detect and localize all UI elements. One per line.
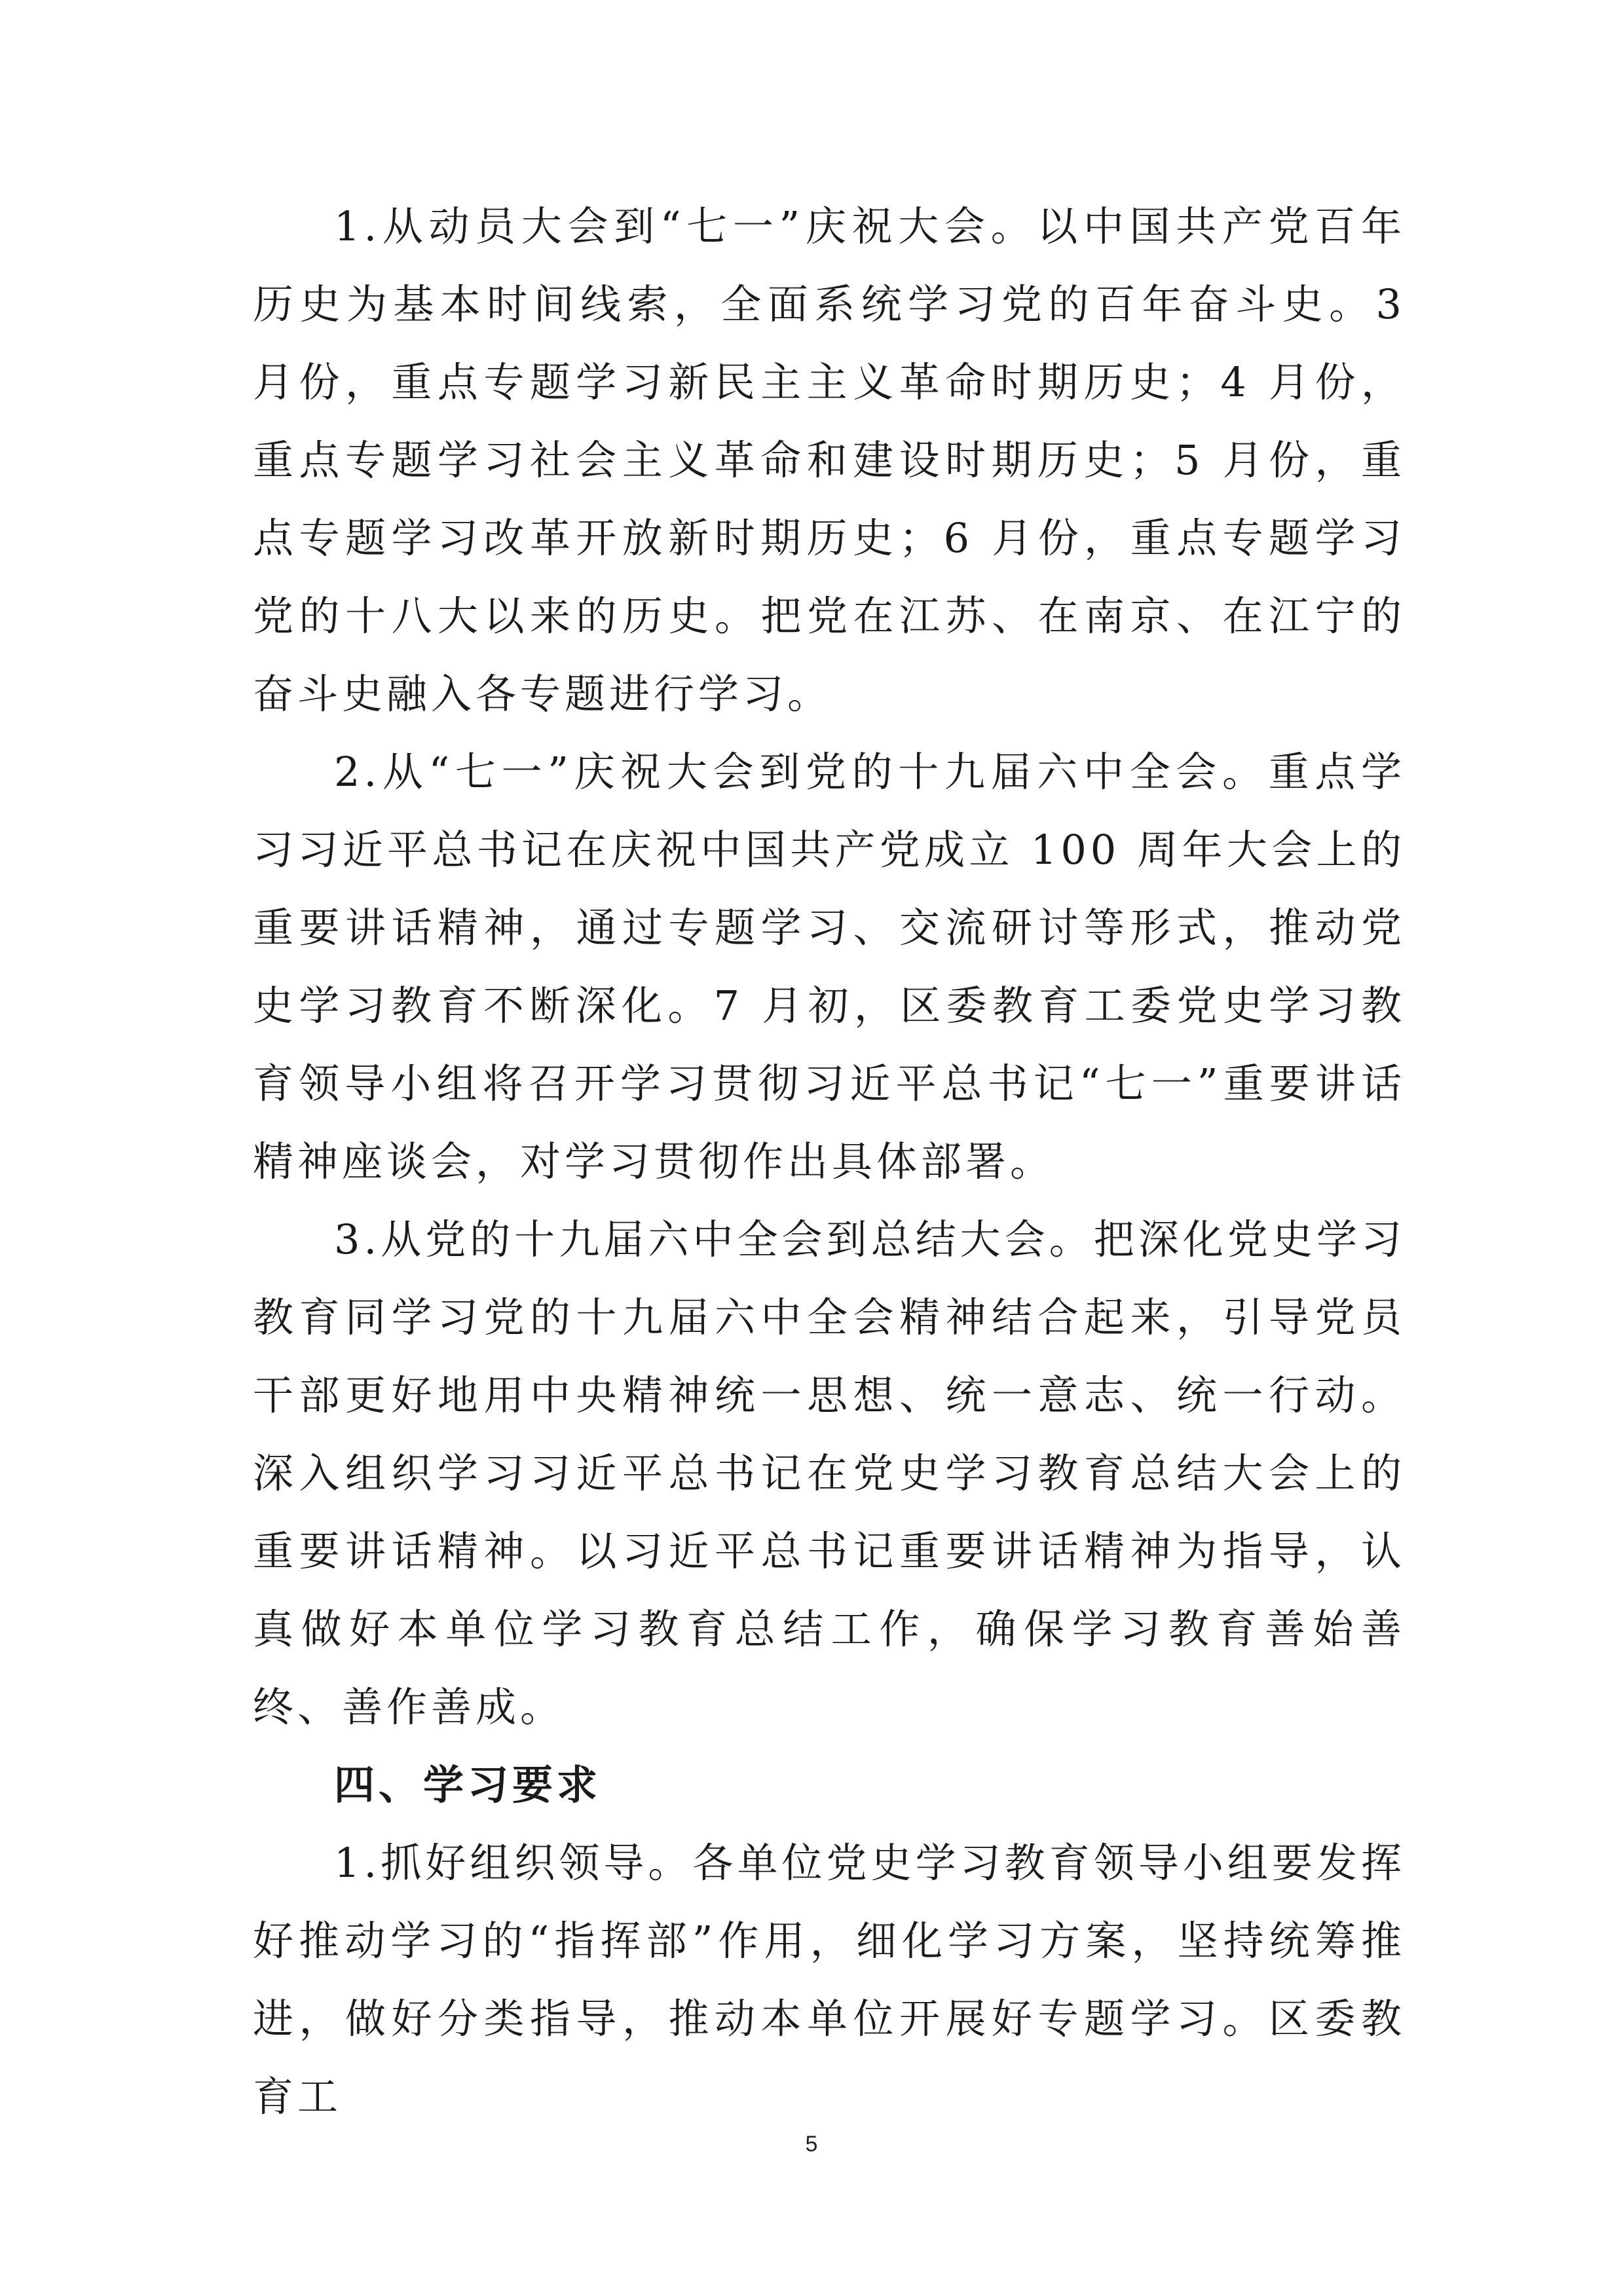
- paragraph-lead: 1.从动员大会到“七一”庆祝大会。: [334, 202, 1037, 250]
- paragraph-stage-3: [253, 1200, 1406, 1746]
- paragraph-text: 各单位党史学习教育领导小组要发挥好推动学习的“指挥部”作用，细化学习方案，坚持统筹推进，做好分类指导，推动本单位开展好专题学习。区委教育工: [253, 1839, 1406, 2120]
- paragraph-text: 以中国共产党百年历史为基本时间线索，全面系统学习党的百年奋斗史。3 月份，重点专题学习新民主主义革命时期历史；4 月份，重点专题学习社会主义革命和建设时期历史；5 月份，重点专题学习改革开放新时期历史；6 月份，重点专题学习党的十八大以来的历史。把党在江苏、在南京、在江宁的奋斗史融入各专题进行学习。: [253, 202, 1406, 718]
- paragraph-stage-1: [253, 187, 1406, 733]
- page-number: 5: [805, 2132, 818, 2157]
- document-body: [253, 187, 1406, 2136]
- paragraph-requirement-1: [253, 1824, 1406, 2136]
- paragraph-lead: 3.从党的十九届六中全会到总结大会。: [334, 1215, 1094, 1263]
- section-heading: 四、学习要求: [334, 1761, 602, 1809]
- paragraph-text: 把深化党史学习教育同学习党的十九届六中全会精神结合起来，引导党员干部更好地用中央精神统一思想、统一意志、统一行动。深入组织学习习近平总书记在党史学习教育总结大会上的重要讲话精神。以习近平总书记重要讲话精神为指导，认真做好本单位学习教育总结工作，确保学习教育善始善终、善作善成。: [253, 1215, 1406, 1731]
- paragraph-lead: 1.抓好组织领导。: [334, 1839, 693, 1887]
- paragraph-stage-2: [253, 733, 1406, 1200]
- paragraph-lead: 2.从“七一”庆祝大会到党的十九届六中全会。: [334, 748, 1269, 796]
- paragraph-text: 重点学习习近平总书记在庆祝中国共产党成立 100 周年大会上的重要讲话精神，通过专题学习、交流研讨等形式，推动党史学习教育不断深化。7 月初，区委教育工委党史学习教育领导小组将召开学习贯彻习近平总书记“七一”重要讲话精神座谈会，对学习贯彻作出具体部署。: [253, 748, 1406, 1185]
